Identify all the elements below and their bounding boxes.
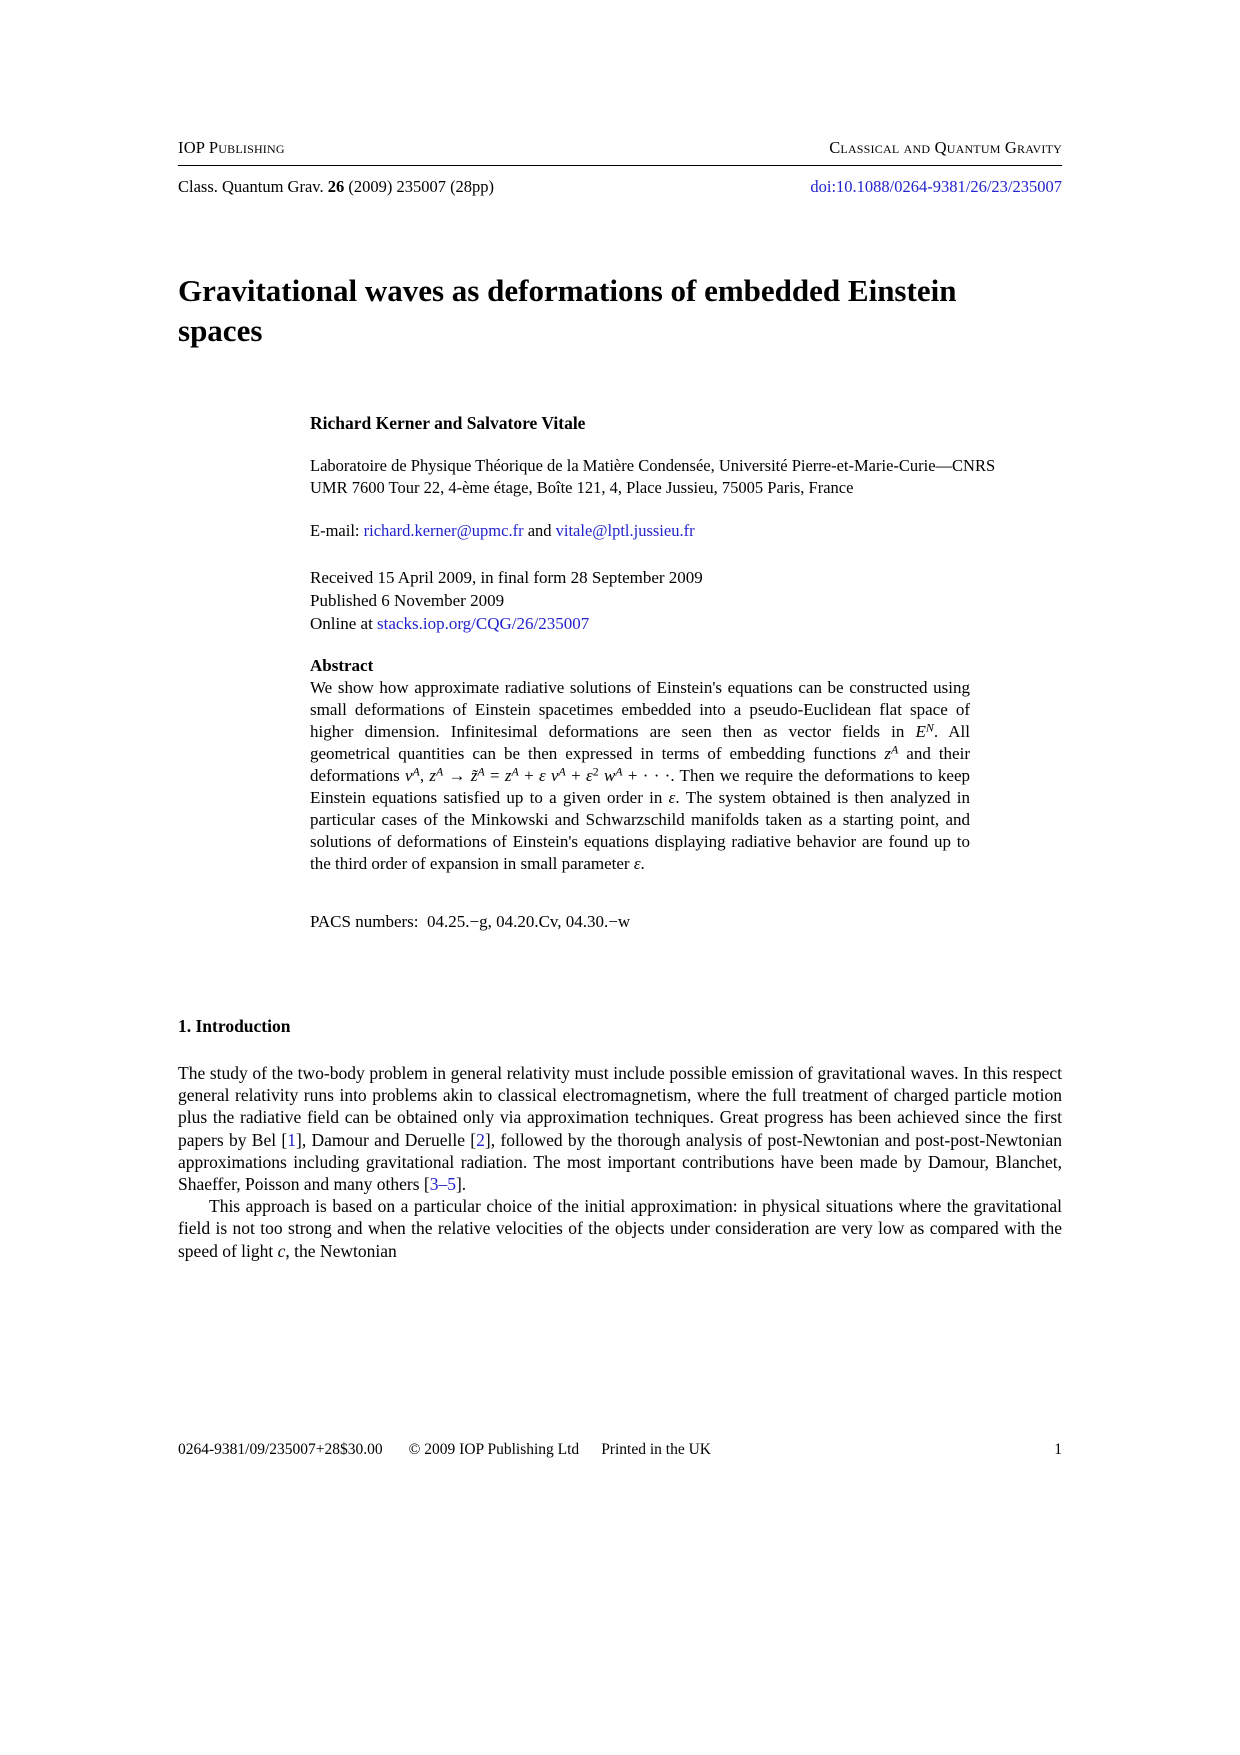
page-content bbox=[178, 0, 1062, 1262]
article-meta bbox=[310, 413, 1062, 932]
page-footer bbox=[178, 1441, 1062, 1459]
affiliation: Laboratoire de Physique Théorique de la Matière Condensée, Université Pierre-et-Marie-Curie—CNRS UMR 7600 Tour 22, 4-ème étage, Boîte 121, 4, Place Jussieu, 75005 Paris, France bbox=[310, 456, 996, 497]
email-line: E-mail: richard.kerner@upmc.fr and vitale@lptl.jussieu.fr bbox=[310, 521, 695, 540]
abstract-heading: Abstract bbox=[310, 656, 374, 675]
published-line: Published 6 November 2009 bbox=[310, 591, 505, 610]
authors: Richard Kerner and Salvatore Vitale bbox=[310, 413, 586, 433]
publisher-name: IOP Publishing bbox=[178, 138, 285, 157]
link[interactable]: 1 bbox=[287, 1129, 296, 1150]
intro-paragraph-2: This approach is based on a particular choice of the initial approximation: in physical situations where the gravitational field is not too strong and when the relative velocities of the objects under consideration are very low as compared with the speed of light c, the Newtonian bbox=[178, 1196, 1062, 1261]
header-rule bbox=[178, 165, 1062, 166]
journal-header bbox=[178, 138, 1062, 158]
pacs-numbers: PACS numbers: 04.25.−g, 04.20.Cv, 04.30.−w bbox=[310, 912, 631, 931]
article-title: Gravitational waves as deformations of embedded Einstein spaces bbox=[178, 273, 957, 348]
link[interactable]: stacks.iop.org/CQG/26/235007 bbox=[377, 614, 590, 633]
citation: Class. Quantum Grav. 26 (2009) 235007 (28pp) bbox=[178, 177, 495, 196]
dates-block bbox=[310, 566, 1062, 635]
intro-paragraph-1: The study of the two-body problem in general relativity must include possible emission of gravitational waves. In this respect general relativity runs into problems akin to classical electromagnetism, where the full treatment of charged particle motion plus the radiative field can be obtained only via approximation techniques. Great progress has been achieved since the first papers by Bel [1], Damour and Deruelle [2], followed by the thorough analysis of post-Newtonian and post-post-Newtonian approximations including gravitational radiation. The most important contributions have been made by Damour, Blanchet, Shaeffer, Poisson and many others [3–5]. bbox=[178, 1063, 1062, 1195]
link[interactable]: vitale@lptl.jussieu.fr bbox=[555, 521, 695, 540]
copyright: © 2009 IOP Publishing Ltd bbox=[408, 1441, 580, 1458]
link[interactable]: 2 bbox=[476, 1129, 485, 1150]
received-line: Received 15 April 2009, in final form 28 September 2009 bbox=[310, 568, 703, 587]
doi-link[interactable]: doi:10.1088/0264-9381/26/23/235007 bbox=[810, 177, 1062, 196]
link[interactable]: 3–5 bbox=[429, 1174, 456, 1195]
journal-name: Classical and Quantum Gravity bbox=[829, 138, 1062, 157]
citation-row bbox=[178, 177, 1062, 197]
link[interactable]: richard.kerner@upmc.fr bbox=[363, 521, 524, 540]
abstract-text: We show how approximate radiative solutions of Einstein's equations can be constructed using small deformations of Einstein spacetimes embedded into a pseudo-Euclidean flat space of higher dimension. Infinitesimal deformations are seen then as vector fields in $E^N$. All geometrical quantities can be then expressed in terms of embedding functions $z^A$ and their deformations $v^A$, $z^A$ → z̃$^A$ = $z^A + \varepsilon$ $v^A + \varepsilon^2$ $w^A$ + · · ·. Then we require the deformations to keep Einstein equations satisfied up to a given order in ε. The system obtained is then analyzed in particular cases of the Minkowski and Schwarzschild manifolds taken as a starting point, and solutions of deformations of Einstein's equations displaying radiative behavior are found up to the third order of expansion in small parameter ε. bbox=[310, 678, 971, 873]
printed-in: Printed in the UK bbox=[601, 1441, 711, 1458]
page-number: 1 bbox=[1054, 1441, 1062, 1458]
online-line: Online at stacks.iop.org/CQG/26/235007 bbox=[310, 614, 590, 633]
issn-price: 0264-9381/09/235007+28$30.00 bbox=[178, 1441, 383, 1458]
section-heading-introduction: 1. Introduction bbox=[178, 1016, 291, 1036]
